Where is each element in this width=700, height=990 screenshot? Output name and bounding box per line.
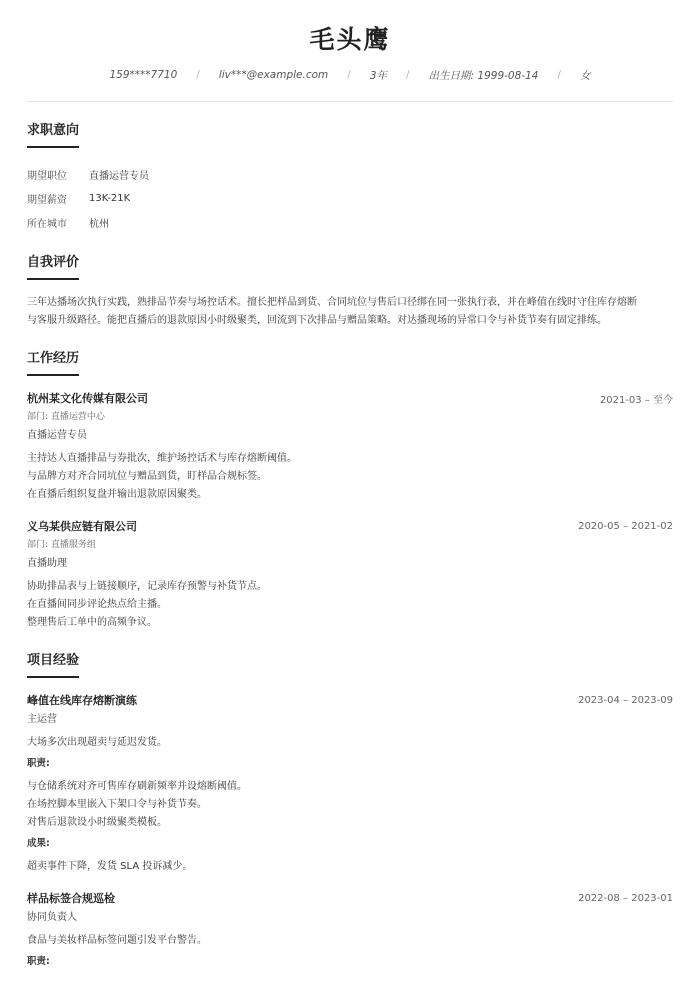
header-divider (27, 101, 673, 102)
duty-line: 与仓储系统对齐可售库存刷新频率并设熔断阈值。 (27, 781, 247, 792)
work-duties (27, 450, 673, 504)
project-results (27, 858, 673, 876)
intent-row (27, 162, 673, 186)
duty-line: 协助排品表与上链接顺序，记录库存预警与补货节点。 (27, 581, 267, 592)
intent-value: 杭州 (89, 218, 109, 230)
gender: 女 (580, 69, 591, 82)
duty-line: 在直播后组织复盘并输出退款原因聚类。 (27, 489, 207, 500)
project-name: 样品标签合规巡检 (27, 892, 115, 905)
email-address: liv***@example.com (218, 69, 329, 81)
project-name: 峰值在线库存熔断演练 (27, 694, 137, 707)
experience-years: 3年 (369, 69, 387, 82)
project-date: 2022-08 – 2023-01 (578, 892, 673, 904)
work-date: 2020-05 – 2021-02 (578, 520, 673, 532)
department: 部门: 直播服务组 (27, 540, 96, 550)
duty-label: 职责: (27, 758, 50, 769)
phone-number: 159****7710 (109, 69, 178, 81)
company-name: 义乌某供应链有限公司 (27, 520, 137, 533)
candidate-name: 毛头鹰 (309, 25, 391, 54)
job-role: 直播运营专员 (27, 430, 87, 441)
birth-date: 出生日期: 1999-08-14 (428, 69, 539, 82)
summary-text: 三年达播场次执行实践，熟排品节奏与场控话术。擅长把样品到货、合同坑位与售后口径绑在同一张执行表，并在峰值在线时守住库存熔断 与客服升级路径。能把直播后的退款原因小时级聚类，回流到下次排品与赠品策略。对达播现场的异常口令与补货节奏有固定排练。 (27, 297, 637, 326)
result-label: 成果: (27, 838, 50, 849)
intent-list (27, 162, 673, 234)
project-date: 2023-04 – 2023-09 (578, 694, 673, 706)
result-line: 超卖事件下降，发货 SLA 投诉减少。 (27, 861, 193, 872)
section-title-intent: 求职意向 (27, 122, 79, 148)
contact-bar (27, 66, 673, 84)
intent-key: 所在城市 (27, 218, 67, 230)
duty-line: 在直播间同步评论热点给主播。 (27, 599, 167, 610)
intent-row (27, 186, 673, 210)
section-title-projects: 项目经验 (27, 652, 79, 678)
contact-separator: / (406, 69, 410, 81)
duty-line: 对售后退款设小时级聚类模板。 (27, 817, 167, 828)
intent-value: 13K-21K (89, 192, 131, 204)
project-desc: 食品与美妆样品标签问题引发平台警告。 (27, 935, 207, 946)
intent-key: 期望职位 (27, 170, 67, 182)
intent-value: 直播运营专员 (89, 170, 149, 182)
intent-key: 期望薪资 (27, 194, 67, 206)
work-date: 2021-03 – 至今 (599, 394, 673, 406)
project-role: 主运营 (27, 714, 57, 725)
project-role: 协同负责人 (27, 912, 77, 923)
project-item (27, 890, 673, 970)
work-duties (27, 578, 673, 632)
project-duties (27, 778, 673, 832)
project-item (27, 692, 673, 876)
contact-separator: / (196, 69, 200, 81)
duty-line: 主持达人直播排品与券批次，维护场控话术与库存熔断阈值。 (27, 453, 297, 464)
work-item (27, 390, 673, 504)
work-item (27, 518, 673, 632)
duty-label: 职责: (27, 956, 50, 967)
project-desc: 大场多次出现超卖与延迟发货。 (27, 737, 167, 748)
duty-line: 整理售后工单中的高频争议。 (27, 617, 157, 628)
contact-separator: / (557, 69, 561, 81)
department: 部门: 直播运营中心 (27, 412, 105, 422)
section-title-summary: 自我评价 (27, 254, 79, 280)
job-role: 直播助理 (27, 558, 67, 569)
section-title-work: 工作经历 (27, 350, 79, 376)
contact-separator: / (347, 69, 351, 81)
duty-line: 与品牌方对齐合同坑位与赠品到货，盯样品合规标签。 (27, 471, 267, 482)
intent-row (27, 210, 673, 234)
duty-line: 在场控脚本里嵌入下架口令与补货节奏。 (27, 799, 207, 810)
company-name: 杭州某文化传媒有限公司 (27, 392, 148, 405)
